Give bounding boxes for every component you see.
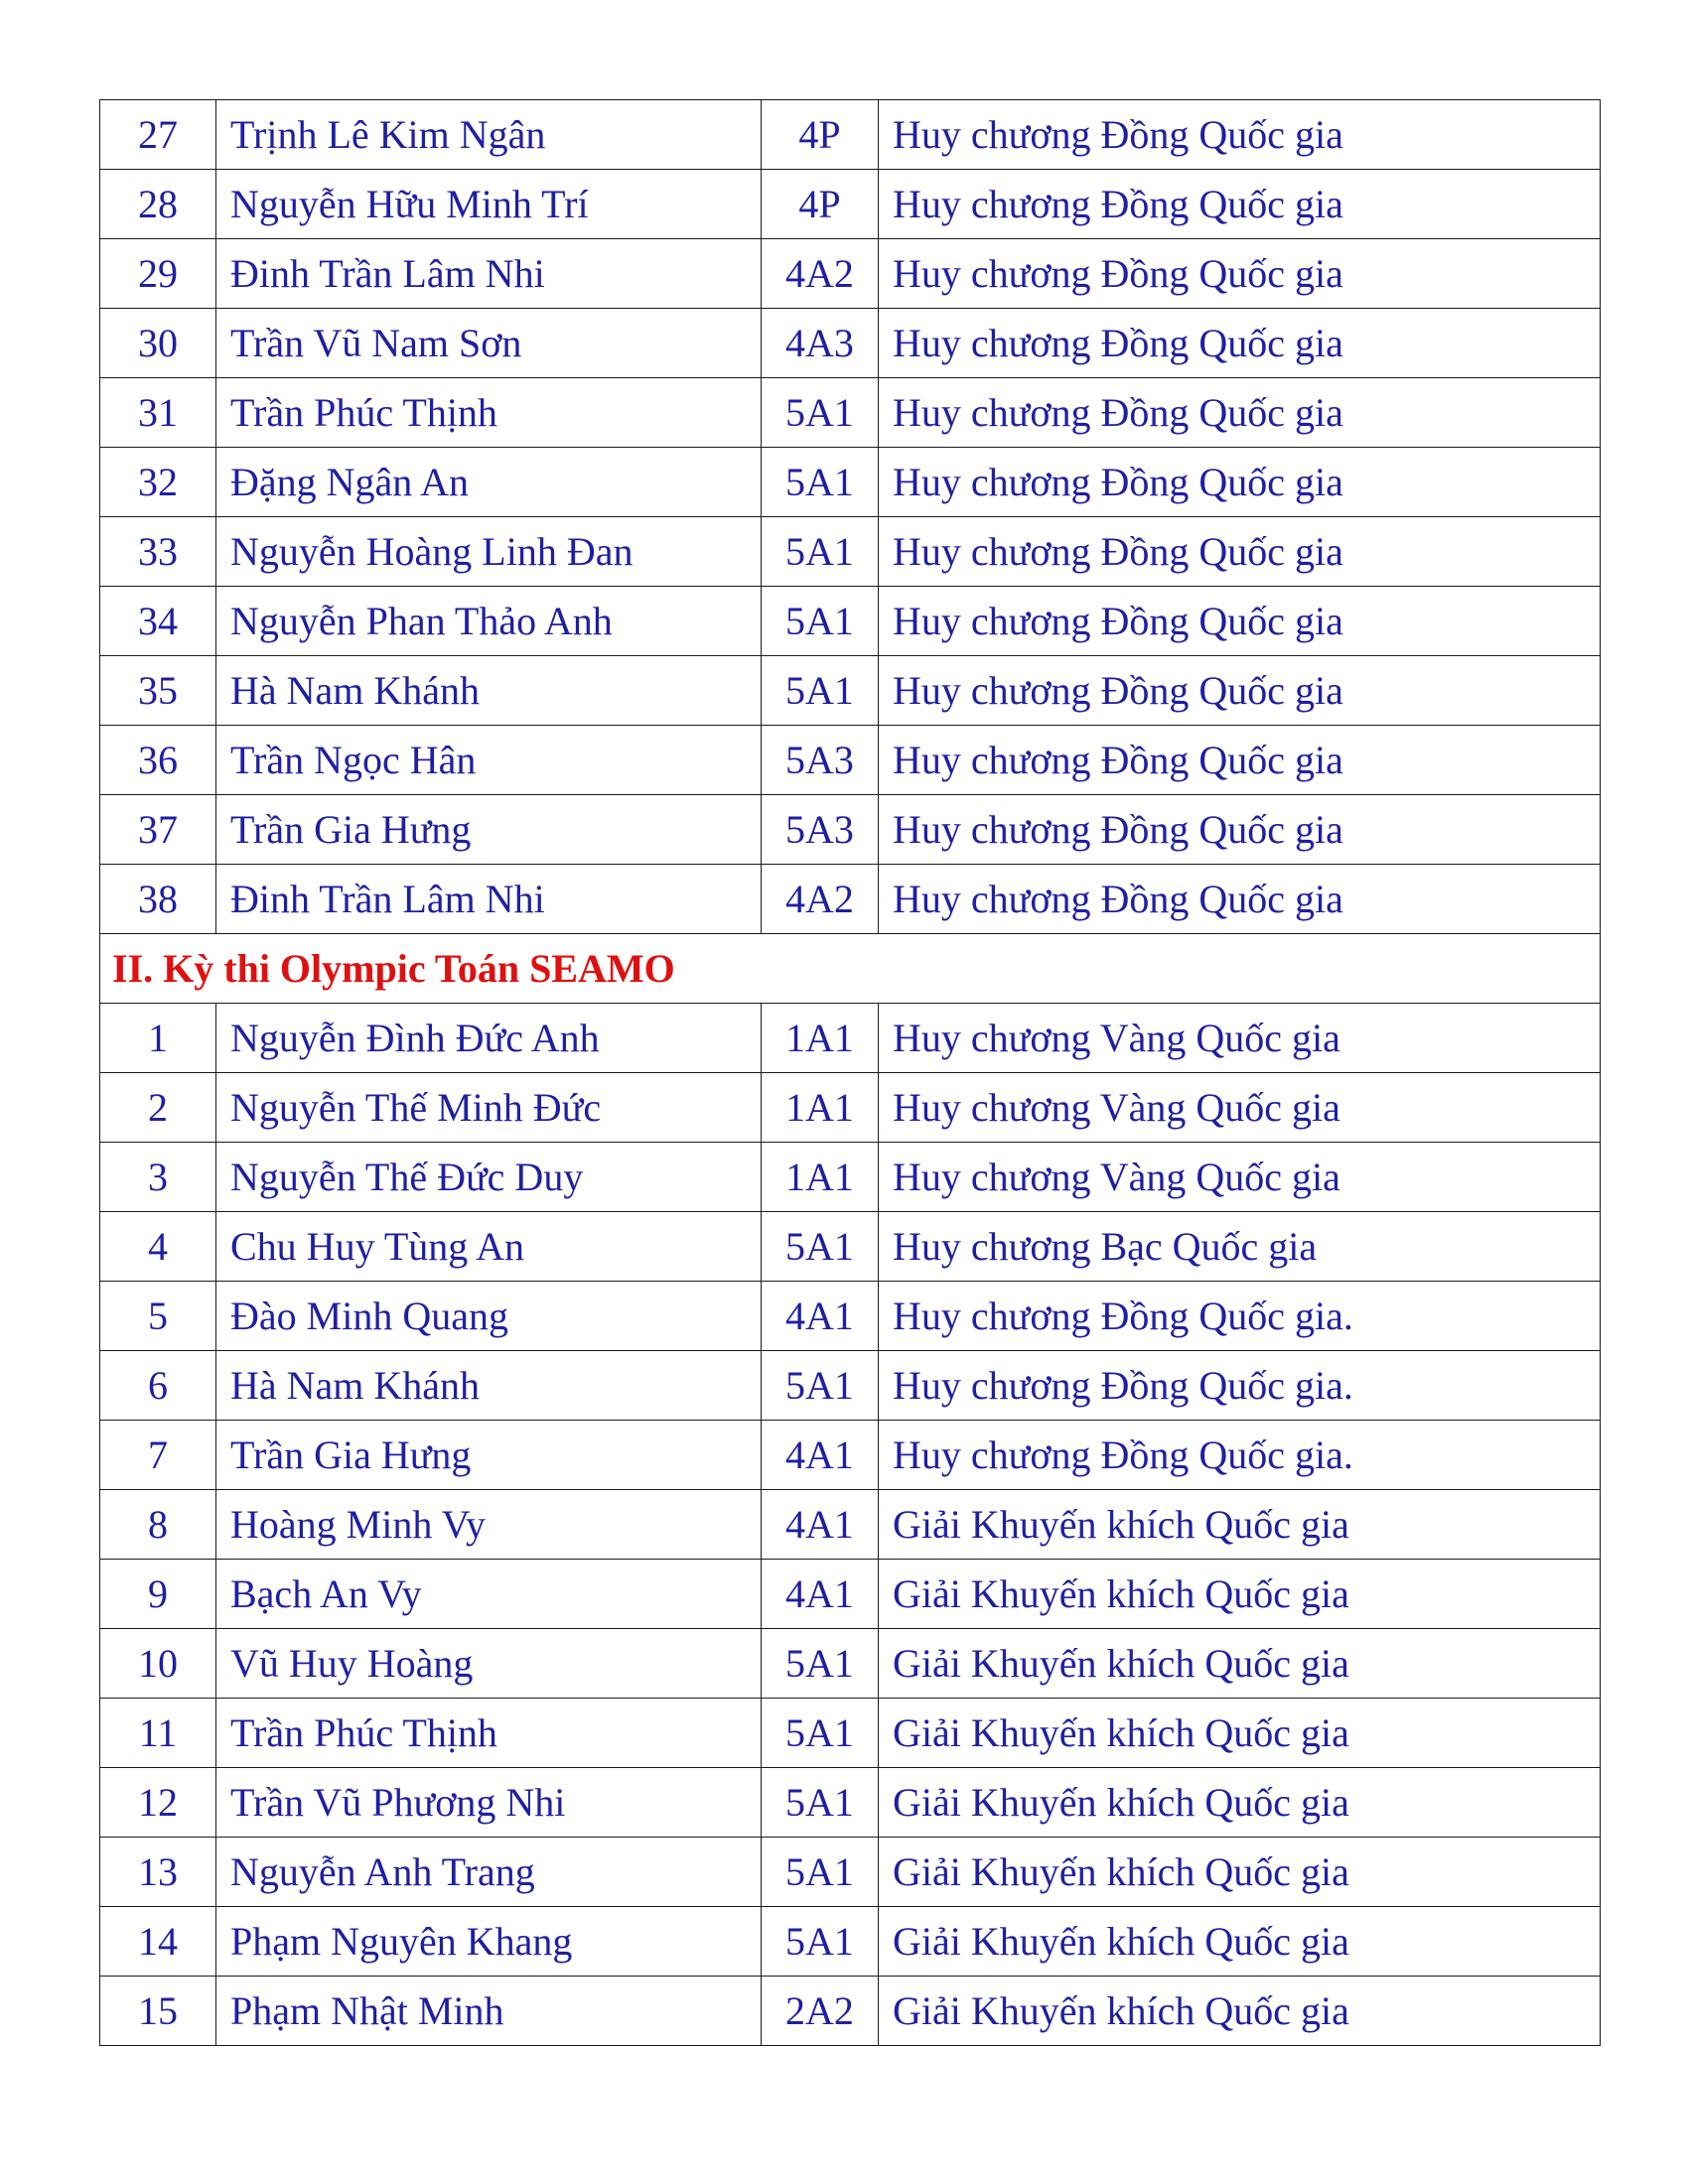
award-name: Huy chương Vàng Quốc gia: [879, 1004, 1601, 1073]
table-row: [100, 1212, 1601, 1282]
class-name: 4A1: [762, 1490, 879, 1560]
class-name: 5A1: [762, 587, 879, 656]
class-name: 1A1: [762, 1073, 879, 1143]
award-name: Huy chương Đồng Quốc gia: [879, 795, 1601, 865]
student-name: Đinh Trần Lâm Nhi: [216, 865, 762, 934]
class-name: 4A2: [762, 239, 879, 309]
award-name: Huy chương Đồng Quốc gia: [879, 587, 1601, 656]
award-name: Huy chương Đồng Quốc gia: [879, 865, 1601, 934]
awards-table-body: [100, 100, 1601, 2046]
award-name: Huy chương Đồng Quốc gia.: [879, 1421, 1601, 1490]
table-row: [100, 1490, 1601, 1560]
row-number: 1: [100, 1004, 216, 1073]
class-name: 5A1: [762, 1212, 879, 1282]
table-row: [100, 1629, 1601, 1699]
class-name: 5A1: [762, 1629, 879, 1699]
student-name: Chu Huy Tùng An: [216, 1212, 762, 1282]
table-row: [100, 587, 1601, 656]
student-name: Trần Ngọc Hân: [216, 726, 762, 795]
row-number: 30: [100, 309, 216, 378]
table-row: [100, 448, 1601, 517]
student-name: Trần Gia Hưng: [216, 1421, 762, 1490]
student-name: Nguyễn Đình Đức Anh: [216, 1004, 762, 1073]
row-number: 2: [100, 1073, 216, 1143]
student-name: Trần Phúc Thịnh: [216, 378, 762, 448]
row-number: 34: [100, 587, 216, 656]
row-number: 3: [100, 1143, 216, 1212]
table-row: [100, 100, 1601, 170]
table-row: [100, 1282, 1601, 1351]
table-row: [100, 1838, 1601, 1907]
row-number: 38: [100, 865, 216, 934]
row-number: 37: [100, 795, 216, 865]
award-name: Huy chương Đồng Quốc gia.: [879, 1282, 1601, 1351]
row-number: 7: [100, 1421, 216, 1490]
awards-table: [99, 99, 1601, 2046]
table-row: [100, 170, 1601, 239]
student-name: Bạch An Vy: [216, 1560, 762, 1629]
award-name: Huy chương Vàng Quốc gia: [879, 1143, 1601, 1212]
row-number: 27: [100, 100, 216, 170]
class-name: 5A1: [762, 656, 879, 726]
row-number: 4: [100, 1212, 216, 1282]
award-name: Huy chương Bạc Quốc gia: [879, 1212, 1601, 1282]
student-name: Nguyễn Anh Trang: [216, 1838, 762, 1907]
table-row: [100, 1907, 1601, 1977]
student-name: Nguyễn Hữu Minh Trí: [216, 170, 762, 239]
award-name: Giải Khuyến khích Quốc gia: [879, 1907, 1601, 1977]
table-row: [100, 726, 1601, 795]
class-name: 5A3: [762, 726, 879, 795]
award-name: Giải Khuyến khích Quốc gia: [879, 1699, 1601, 1768]
row-number: 29: [100, 239, 216, 309]
award-name: Huy chương Đồng Quốc gia: [879, 726, 1601, 795]
student-name: Trịnh Lê Kim Ngân: [216, 100, 762, 170]
class-name: 5A1: [762, 1768, 879, 1838]
class-name: 5A1: [762, 517, 879, 587]
class-name: 5A1: [762, 378, 879, 448]
student-name: Nguyễn Phan Thảo Anh: [216, 587, 762, 656]
section-header-row: [100, 934, 1601, 1004]
class-name: 4A3: [762, 309, 879, 378]
award-name: Giải Khuyến khích Quốc gia: [879, 1768, 1601, 1838]
class-name: 4P: [762, 100, 879, 170]
award-name: Huy chương Đồng Quốc gia: [879, 100, 1601, 170]
class-name: 2A2: [762, 1977, 879, 2046]
student-name: Nguyễn Hoàng Linh Đan: [216, 517, 762, 587]
row-number: 12: [100, 1768, 216, 1838]
class-name: 1A1: [762, 1004, 879, 1073]
table-row: [100, 517, 1601, 587]
table-row: [100, 1977, 1601, 2046]
student-name: Đinh Trần Lâm Nhi: [216, 239, 762, 309]
award-name: Huy chương Đồng Quốc gia: [879, 448, 1601, 517]
class-name: 5A1: [762, 1351, 879, 1421]
award-name: Huy chương Đồng Quốc gia: [879, 378, 1601, 448]
table-row: [100, 378, 1601, 448]
table-row: [100, 1351, 1601, 1421]
student-name: Trần Vũ Nam Sơn: [216, 309, 762, 378]
table-row: [100, 1004, 1601, 1073]
class-name: 5A3: [762, 795, 879, 865]
row-number: 14: [100, 1907, 216, 1977]
table-row: [100, 865, 1601, 934]
section-title: II. Kỳ thi Olympic Toán SEAMO: [100, 934, 1601, 1004]
row-number: 33: [100, 517, 216, 587]
student-name: Nguyễn Thế Minh Đức: [216, 1073, 762, 1143]
class-name: 4P: [762, 170, 879, 239]
class-name: 4A1: [762, 1421, 879, 1490]
class-name: 5A1: [762, 1838, 879, 1907]
student-name: Trần Phúc Thịnh: [216, 1699, 762, 1768]
award-name: Huy chương Đồng Quốc gia.: [879, 1351, 1601, 1421]
row-number: 11: [100, 1699, 216, 1768]
class-name: 4A1: [762, 1560, 879, 1629]
row-number: 8: [100, 1490, 216, 1560]
row-number: 13: [100, 1838, 216, 1907]
award-name: Huy chương Đồng Quốc gia: [879, 309, 1601, 378]
table-row: [100, 1421, 1601, 1490]
table-row: [100, 1073, 1601, 1143]
row-number: 31: [100, 378, 216, 448]
student-name: Phạm Nguyên Khang: [216, 1907, 762, 1977]
row-number: 15: [100, 1977, 216, 2046]
class-name: 4A1: [762, 1282, 879, 1351]
student-name: Vũ Huy Hoàng: [216, 1629, 762, 1699]
award-name: Huy chương Đồng Quốc gia: [879, 517, 1601, 587]
student-name: Hà Nam Khánh: [216, 1351, 762, 1421]
award-name: Huy chương Đồng Quốc gia: [879, 170, 1601, 239]
student-name: Hoàng Minh Vy: [216, 1490, 762, 1560]
table-row: [100, 656, 1601, 726]
award-name: Giải Khuyến khích Quốc gia: [879, 1560, 1601, 1629]
student-name: Đào Minh Quang: [216, 1282, 762, 1351]
award-name: Giải Khuyến khích Quốc gia: [879, 1838, 1601, 1907]
student-name: Đặng Ngân An: [216, 448, 762, 517]
row-number: 35: [100, 656, 216, 726]
award-name: Giải Khuyến khích Quốc gia: [879, 1490, 1601, 1560]
student-name: Nguyễn Thế Đức Duy: [216, 1143, 762, 1212]
award-name: Huy chương Đồng Quốc gia: [879, 239, 1601, 309]
table-row: [100, 795, 1601, 865]
table-row: [100, 239, 1601, 309]
table-row: [100, 1699, 1601, 1768]
row-number: 32: [100, 448, 216, 517]
student-name: Hà Nam Khánh: [216, 656, 762, 726]
award-name: Giải Khuyến khích Quốc gia: [879, 1629, 1601, 1699]
table-row: [100, 1768, 1601, 1838]
row-number: 10: [100, 1629, 216, 1699]
table-row: [100, 1560, 1601, 1629]
award-name: Huy chương Đồng Quốc gia: [879, 656, 1601, 726]
table-row: [100, 1143, 1601, 1212]
student-name: Trần Vũ Phương Nhi: [216, 1768, 762, 1838]
class-name: 1A1: [762, 1143, 879, 1212]
student-name: Trần Gia Hưng: [216, 795, 762, 865]
class-name: 5A1: [762, 1699, 879, 1768]
class-name: 4A2: [762, 865, 879, 934]
row-number: 6: [100, 1351, 216, 1421]
class-name: 5A1: [762, 448, 879, 517]
class-name: 5A1: [762, 1907, 879, 1977]
table-row: [100, 309, 1601, 378]
student-name: Phạm Nhật Minh: [216, 1977, 762, 2046]
award-name: Huy chương Vàng Quốc gia: [879, 1073, 1601, 1143]
row-number: 28: [100, 170, 216, 239]
row-number: 5: [100, 1282, 216, 1351]
row-number: 36: [100, 726, 216, 795]
award-name: Giải Khuyến khích Quốc gia: [879, 1977, 1601, 2046]
row-number: 9: [100, 1560, 216, 1629]
